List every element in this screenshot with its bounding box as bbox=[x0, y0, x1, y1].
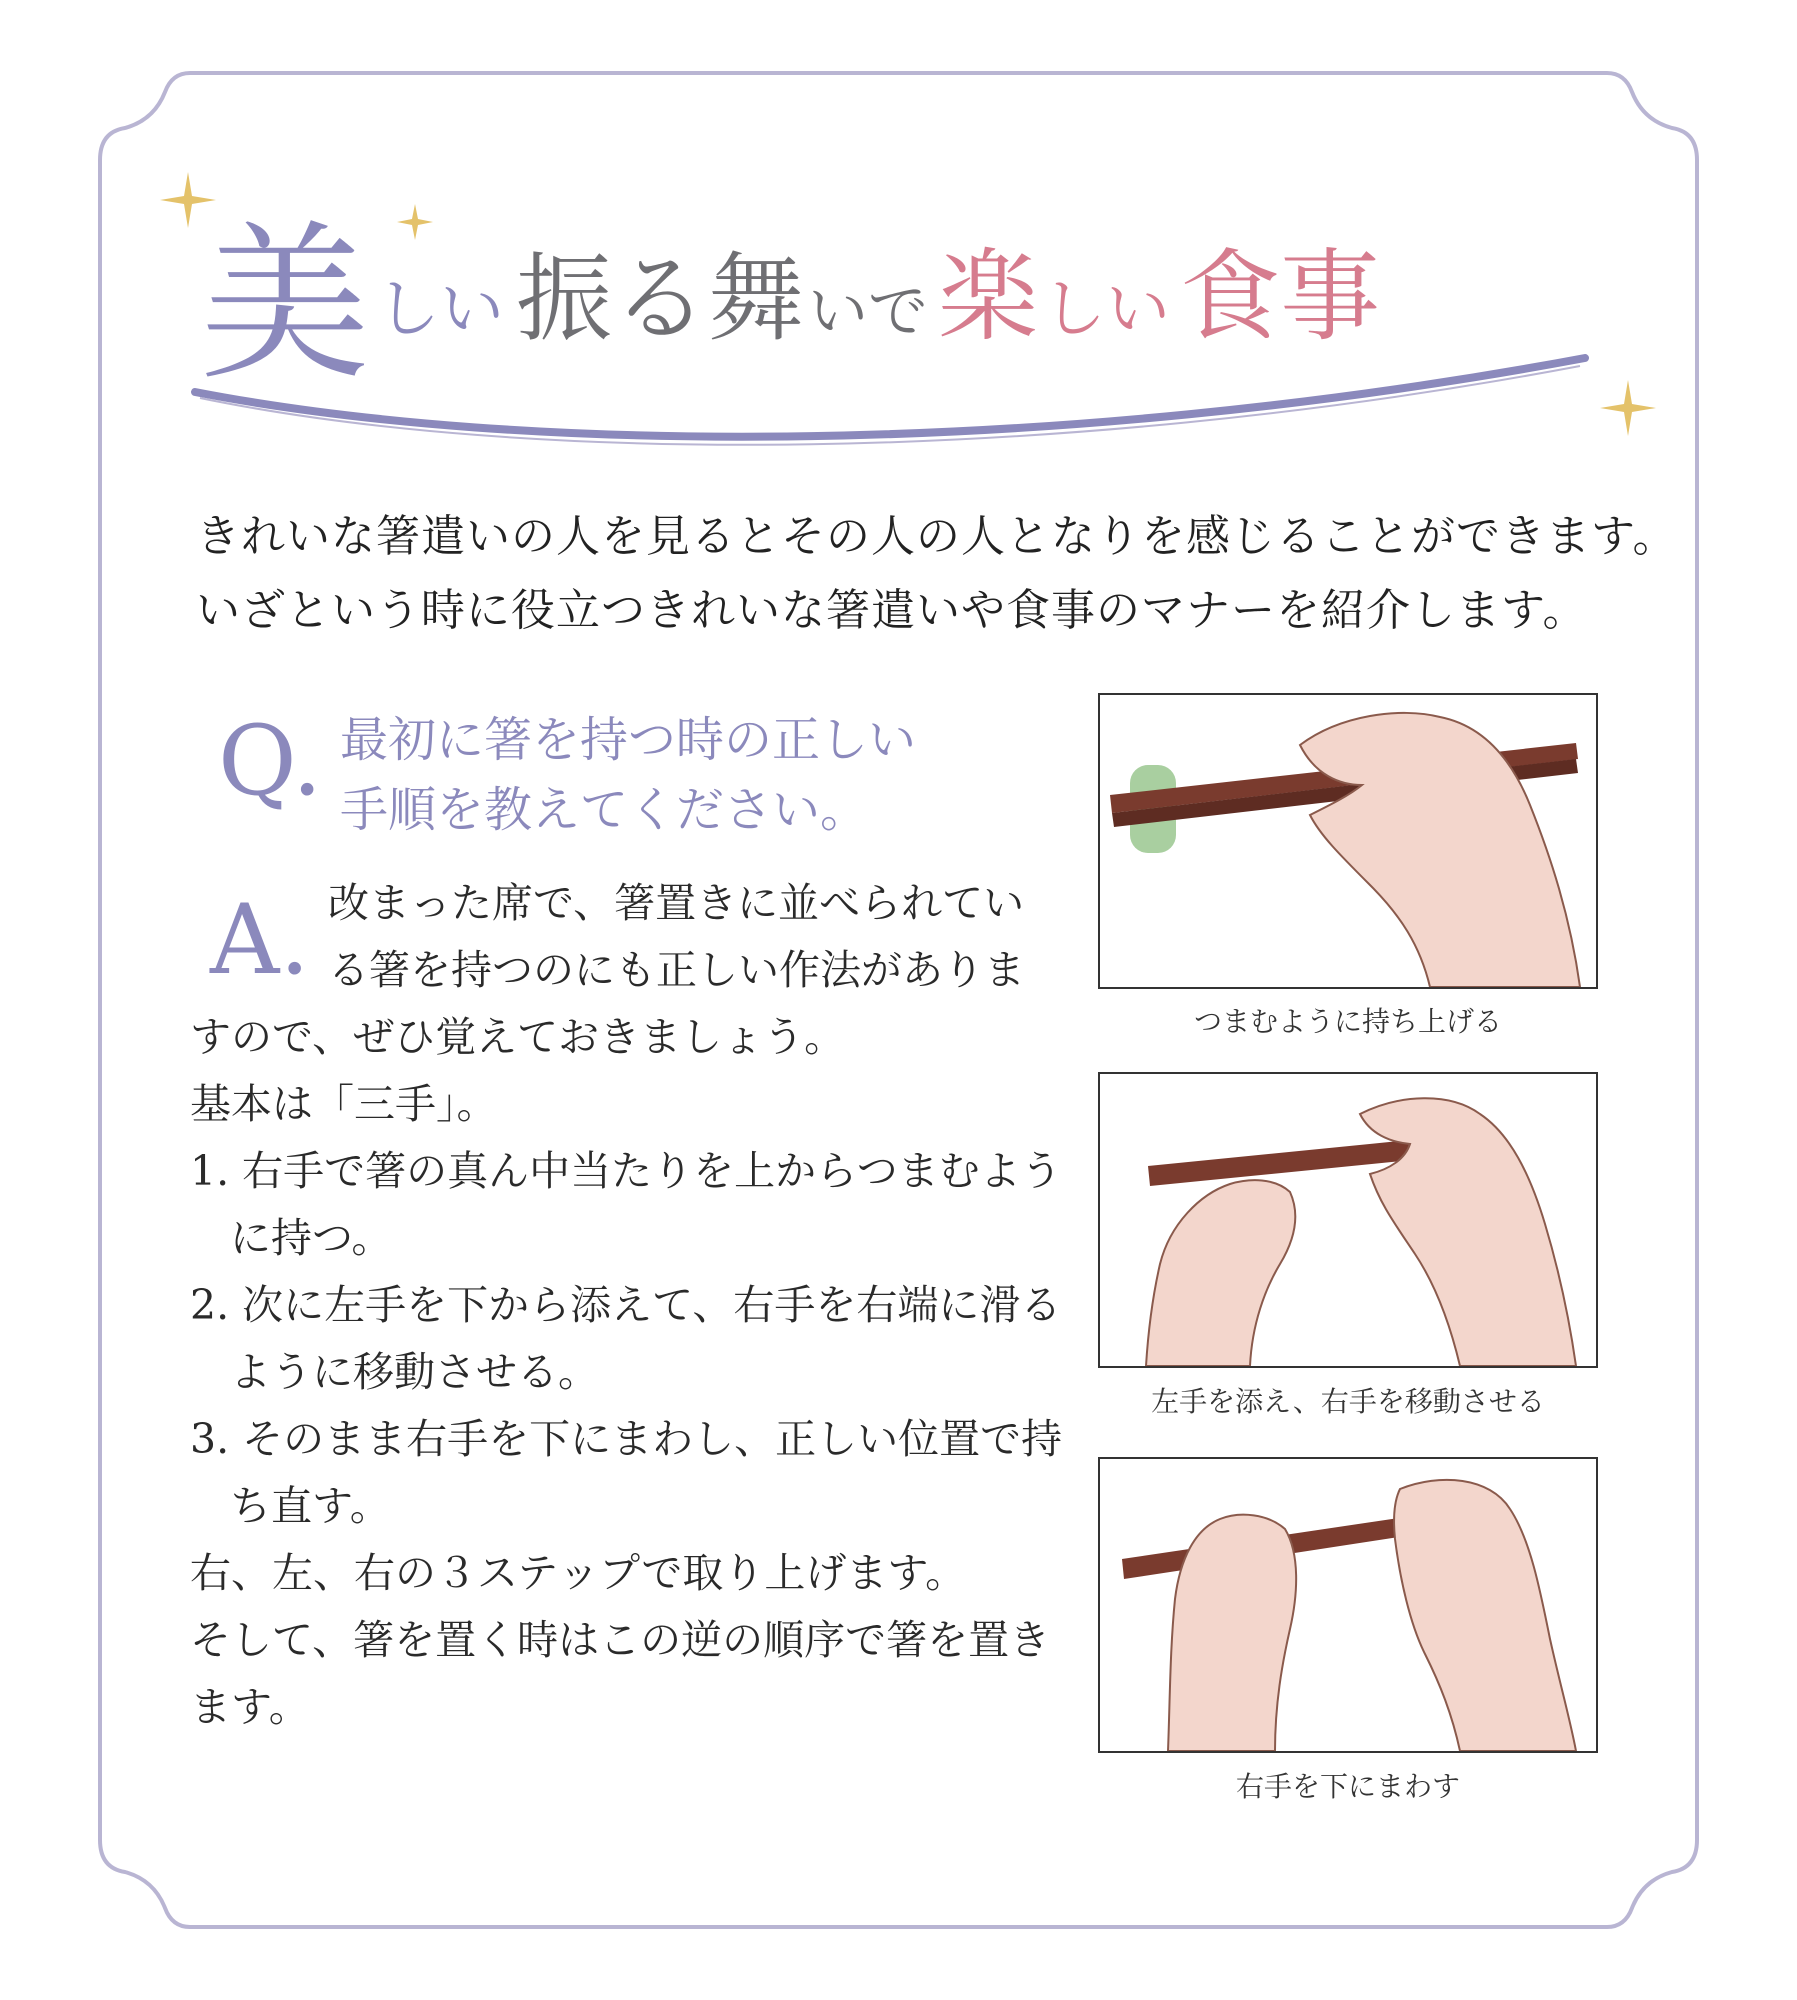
step-3-caption: 右手を下にまわす bbox=[1235, 1770, 1460, 1803]
step-1-caption: つまむように持ち上げる bbox=[1193, 1005, 1502, 1038]
question-block bbox=[218, 705, 1018, 845]
answer-letter: A. bbox=[210, 884, 310, 996]
answer-text bbox=[190, 870, 1063, 1741]
right-hand bbox=[1360, 1098, 1576, 1366]
right-hand bbox=[1394, 1480, 1576, 1751]
answer-block bbox=[190, 870, 1063, 1741]
step-2-line-cont: ように移動させる。 bbox=[230, 1348, 599, 1396]
answer-line: 右、左、右の３ステップで取り上げます。 bbox=[190, 1549, 967, 1597]
title-char-raku: 楽 bbox=[938, 238, 1039, 355]
intro-line: いざという時に役立つきれいな箸遣いや食事のマナーを紹介します。 bbox=[196, 585, 1588, 636]
question-line: 手順を教えてください。 bbox=[340, 782, 869, 838]
answer-line: 改まった席で、箸置きに並べられてい bbox=[328, 879, 1025, 927]
title-char-bi: 美 bbox=[200, 206, 371, 404]
intro-text bbox=[196, 500, 1678, 648]
answer-line: そして、箸を置く時はこの逆の順序で箸を置き bbox=[190, 1616, 1051, 1664]
title-kana-shii-1: しい bbox=[376, 273, 505, 347]
step-2-line: 2. 次に左手を下から添えて、右手を右端に滑る bbox=[190, 1281, 1062, 1329]
question-text bbox=[340, 705, 916, 845]
step-2-illustration bbox=[1098, 1072, 1598, 1368]
answer-line: ます。 bbox=[190, 1683, 310, 1731]
step-3-line-cont: ち直す。 bbox=[230, 1482, 391, 1530]
step-1-line: 1. 右手で箸の真ん中当たりを上からつまむよう bbox=[190, 1147, 1062, 1195]
title-furumai: 振る舞 bbox=[516, 243, 805, 355]
step-1-line-cont: に持つ。 bbox=[230, 1214, 393, 1262]
step-2-caption: 左手を添え、右手を移動させる bbox=[1151, 1385, 1545, 1418]
title-kana-ide: いで bbox=[808, 277, 929, 347]
answer-line: 基本は「三手」。 bbox=[190, 1080, 498, 1128]
step-1-illustration bbox=[1098, 693, 1598, 989]
left-hand bbox=[1146, 1180, 1295, 1366]
step-3-illustration bbox=[1098, 1457, 1598, 1753]
question-letter: Q. bbox=[218, 705, 323, 817]
intro-line: きれいな箸遣いの人を見るとその人の人となりを感じることができます。 bbox=[196, 511, 1678, 562]
title-kana-shii-2: しい bbox=[1042, 273, 1171, 347]
answer-line: すので、ぜひ覚えておきましょう。 bbox=[190, 1013, 846, 1061]
question-line: 最初に箸を持つ時の正しい bbox=[340, 712, 917, 768]
title-shokuji: 食事 bbox=[1180, 238, 1381, 355]
page-title bbox=[200, 190, 1600, 404]
sparkle-icon bbox=[1600, 380, 1656, 436]
answer-line: る箸を持つのにも正しい作法がありま bbox=[328, 946, 1025, 994]
step-3-line: 3. そのまま右手を下にまわし、正しい位置で持 bbox=[190, 1415, 1063, 1463]
